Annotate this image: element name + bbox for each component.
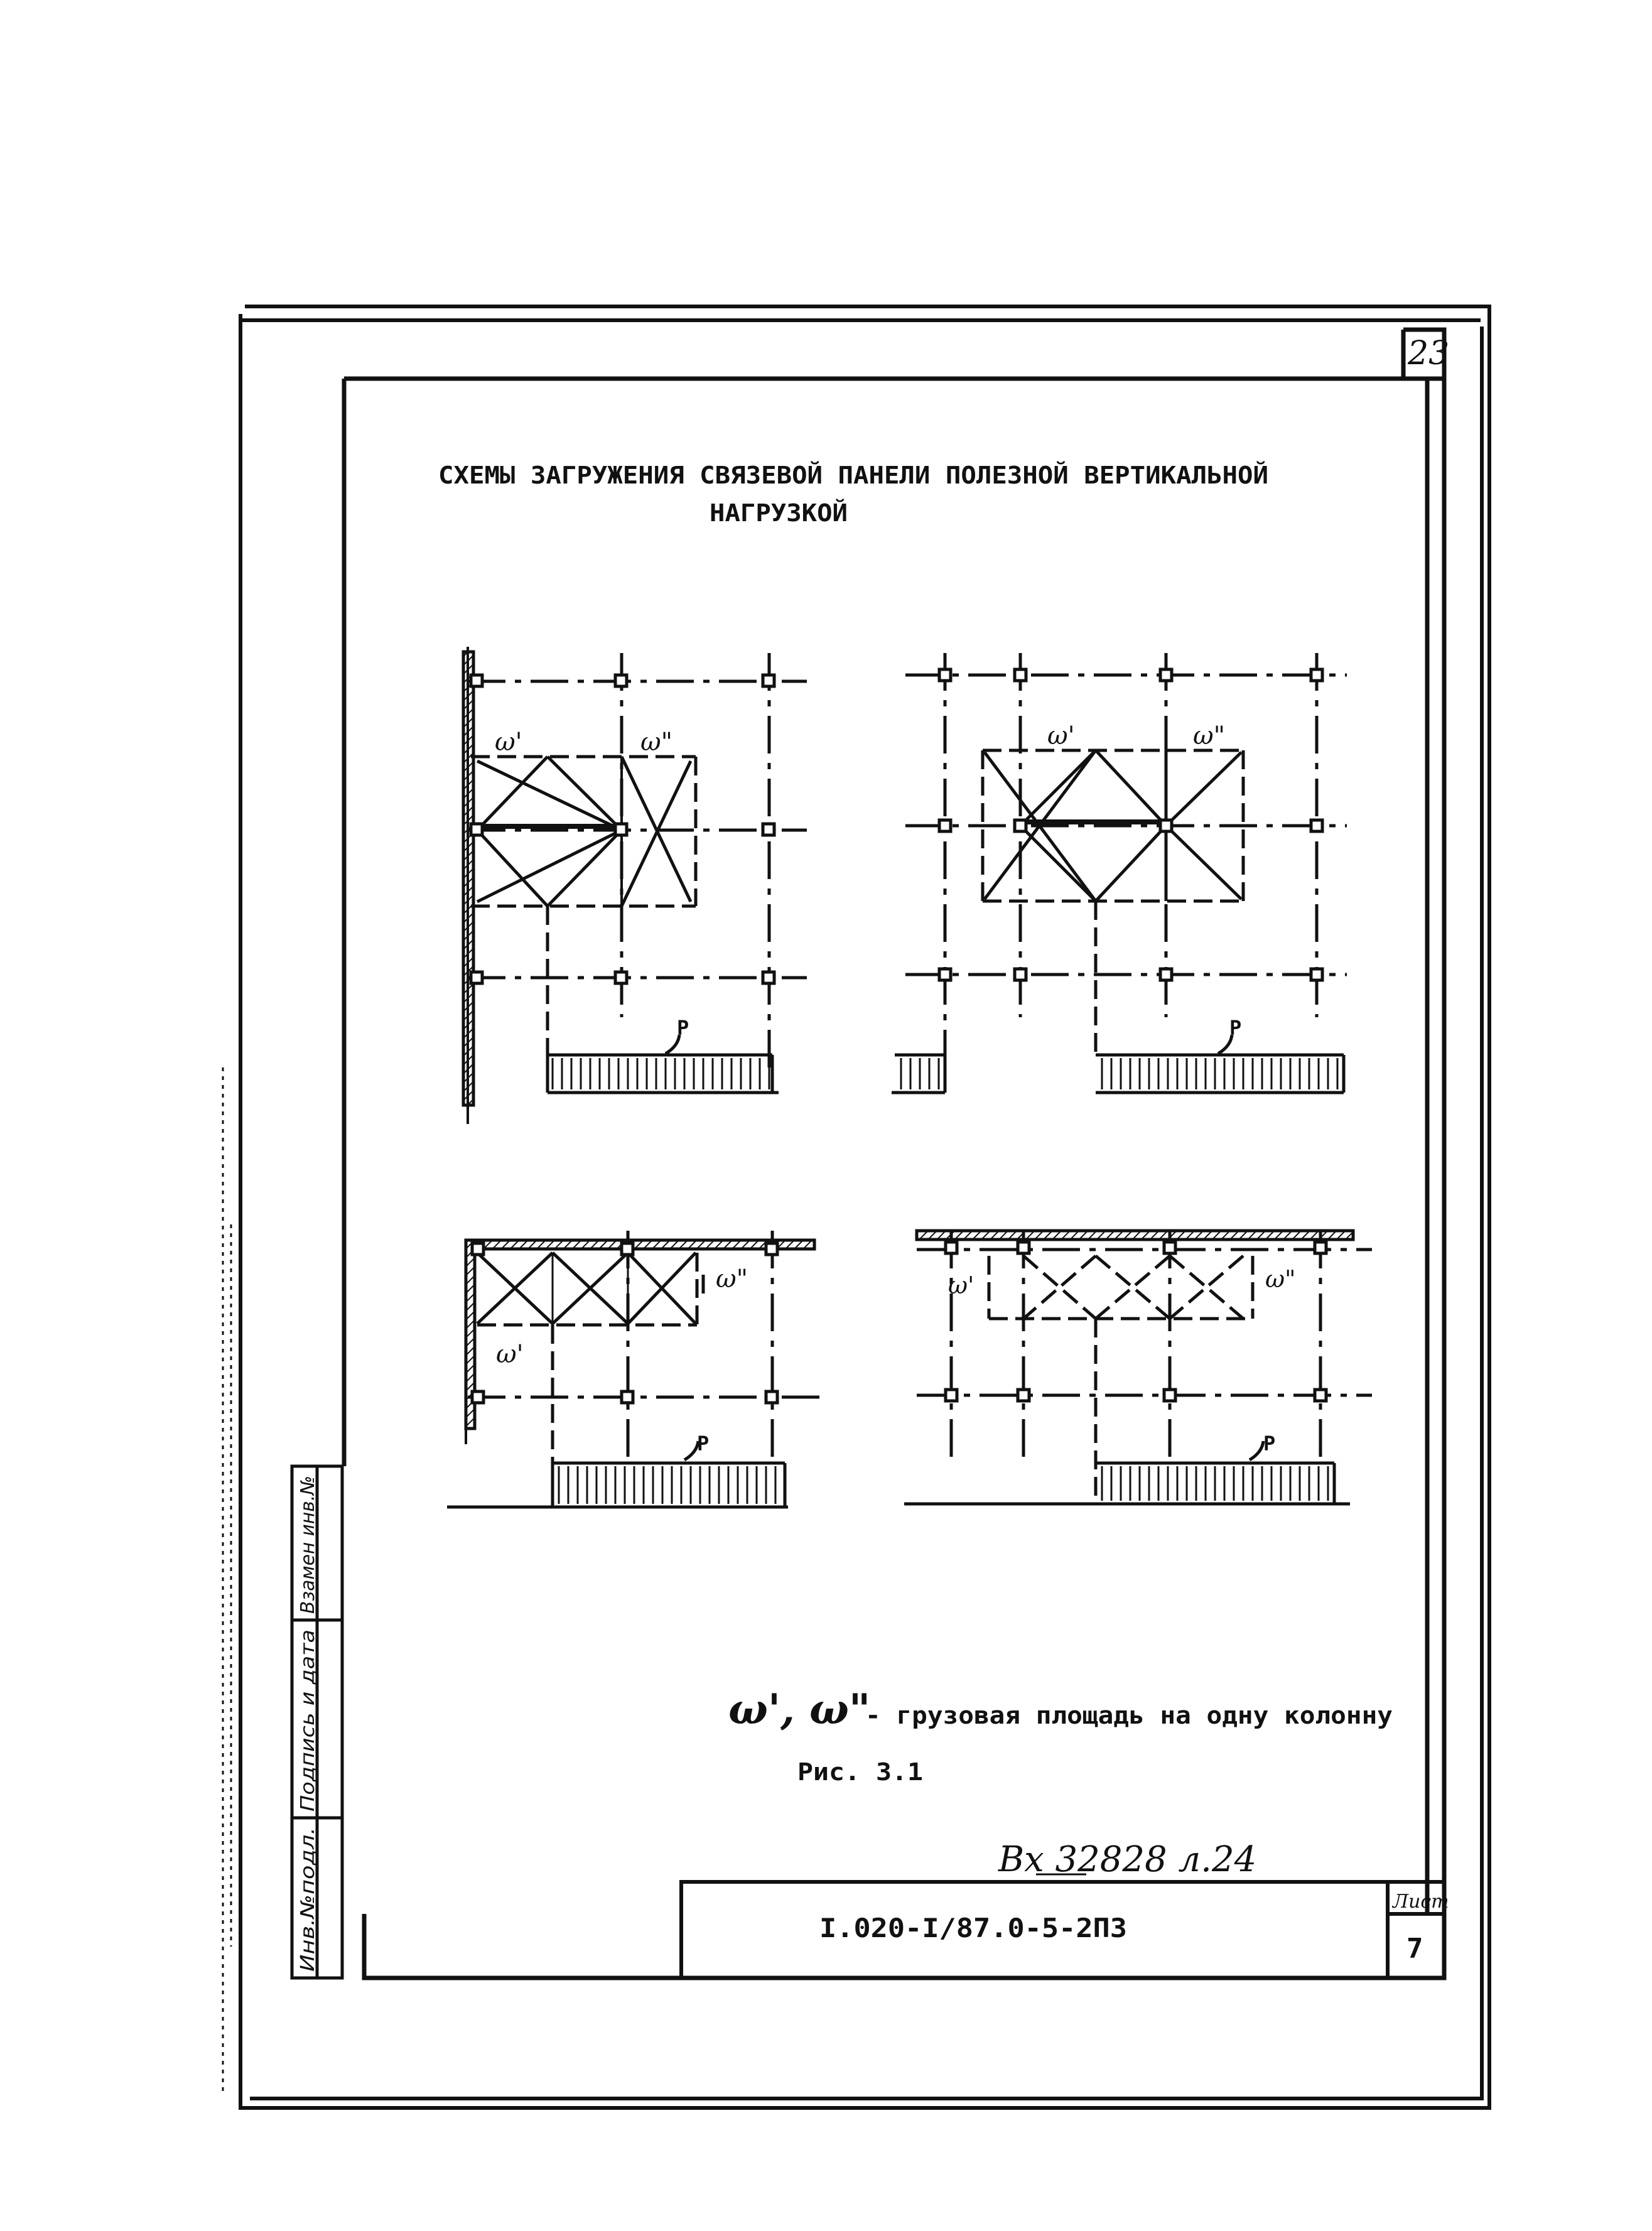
drawing-title-line-1: СХЕМЫ ЗАГРУЖЕНИЯ СВЯЗЕВОЙ ПАНЕЛИ ПОЛЕЗНОЙ ВЕРТИКАЛЬНОЙ xyxy=(438,462,1268,489)
page-number: 23 xyxy=(1408,335,1450,372)
left-binding-marks xyxy=(223,1067,231,2091)
sheet-label: Лист xyxy=(1393,1891,1449,1913)
scheme-top-left xyxy=(463,647,807,1124)
scheme4-omega1-label: ω' xyxy=(948,1272,974,1299)
scheme2-omega2-label: ω" xyxy=(1193,721,1226,750)
document-code: I.020-I/87.0-5-2ПЗ xyxy=(819,1913,1127,1943)
stamp-signature-date: Подпись и дата xyxy=(297,1655,319,1812)
scheme4-load-label: P xyxy=(1263,1432,1276,1456)
stamp-replaced-inv: Взамен инв.№ xyxy=(297,1474,319,1614)
scheme2-omega1-label: ω' xyxy=(1047,721,1075,750)
drawing-title-line-2: НАГРУЗКОЙ xyxy=(710,499,848,527)
scheme4-omega2-label: ω" xyxy=(1265,1265,1296,1293)
legend-text: - грузовая площадь на одну колонну xyxy=(865,1702,1393,1729)
scheme-bottom-right xyxy=(904,1231,1372,1504)
scheme1-omega2-label: ω" xyxy=(640,728,673,757)
inner-frame xyxy=(344,330,1444,1978)
scheme1-load-label: P xyxy=(677,1016,689,1040)
scheme3-load-label: P xyxy=(697,1432,710,1456)
scheme-bottom-left xyxy=(447,1231,823,1507)
stamp-inv-no: Инв.№подл. xyxy=(297,1854,319,1972)
scheme3-omega2-label: ω" xyxy=(716,1265,748,1294)
legend-symbols: ω', ω" xyxy=(728,1685,871,1734)
figure-caption: Рис. 3.1 xyxy=(797,1758,923,1786)
scheme-top-right xyxy=(892,653,1347,1093)
scheme3-omega1-label: ω' xyxy=(496,1340,524,1369)
handwritten-note: Вх 32828 л.24 xyxy=(998,1839,1257,1880)
outer-frame xyxy=(240,306,1489,2108)
scheme2-load-label: P xyxy=(1229,1016,1242,1040)
scheme1-omega1-label: ω' xyxy=(495,728,522,757)
sheet-number: 7 xyxy=(1406,1933,1423,1965)
